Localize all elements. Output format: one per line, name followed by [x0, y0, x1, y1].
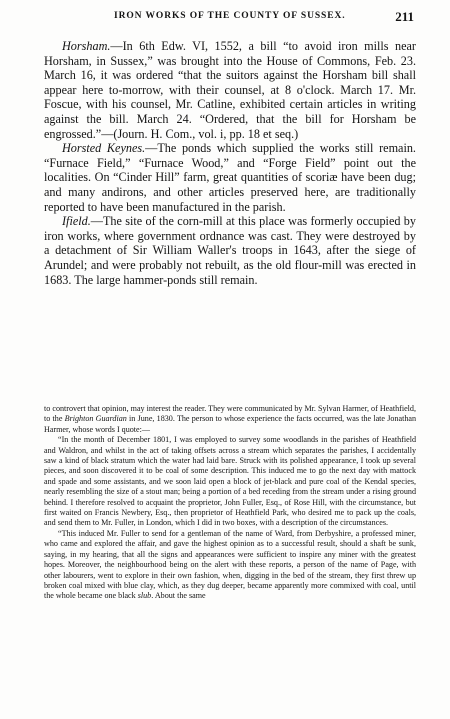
place-name-ifield: Ifield.	[62, 214, 91, 229]
paragraph-text-horsham: —In 6th Edw. VI, 1552, a bill “to avoid iron mills near Horsham, in Sussex,” was brought into the House of Commons, Feb. 23. March 16, it was ordered “that the suitors against the Horsham bill shall appear here to-morrow, with their counsel, at 8 o'clock. March 17. Mr. Foscue, with his counsel, Mr. Catline, exhibited certain articles in writing against the bill. March 24. “Ordered, that the bill for Horsham be engrossed.”—(Journ. H. Com., vol. i, pp. 18 et seq.)	[44, 39, 416, 141]
paragraph-horsham	[44, 39, 416, 141]
running-head	[44, 11, 414, 27]
newspaper-title: Brighton Guardian	[64, 414, 127, 424]
term-slub: slub	[137, 591, 152, 601]
running-title: IRON WORKS OF THE COUNTY OF SUSSEX.	[114, 11, 346, 21]
main-text	[44, 39, 416, 287]
page-number: 211	[395, 9, 414, 24]
place-name-horsham: Horsham.	[62, 39, 111, 53]
footnote-quote-2	[44, 529, 416, 602]
footnote-quote-2-text-a: “This induced Mr. Fuller to send for a gentleman of the name of Ward, from Derbyshire, a professed miner, who came and explored the affair, and gave the highest opinion as to a successful result, should a shaft be sunk, saying, in my hearing, that all the signs and appearances were sufficient to inspire any miner with the greatest hopes. Moreover, the neighbourhood being on the alert with these reports, a person of the name of Page, with other labourers, went to explore in their own fashion, when, digging in the bed of the stream, they first threw up broken coal mixed with blue clay, which, as they dug deeper, became apparently more commixed with coal, until the whole became one black	[44, 528, 416, 601]
footnote-intro	[44, 404, 416, 435]
paragraph-text-horsted-keynes: —The ponds which supplied the works still remain. “Furnace Field,” “Furnace Wood,” and “Forge Field” point out the localities. On “Cinder Hill” farm, great quantities of scoriæ have been dug; and many andirons, and other articles preserved here, are traditionally reported to have been manufactured in the parish.	[44, 141, 416, 214]
paragraph-text-ifield: —The site of the corn-mill at this place was formerly occupied by iron works, where government ordnance was cast. They were destroyed by a detachment of Sir William Waller's troops in 1643, after the siege of Arundel; and were probably not rebuilt, as the old flour-mill was erected in 1683. The large hammer-ponds still remain.	[44, 214, 416, 287]
footnote-quote-1: “In the month of December 1801, I was employed to survey some woodlands in the parishes of Heathfield and Waldron, and whilst in the act of taking offsets across a stream which separates the parishes, I accidentally saw a kind of black stratum which the water had laid bare. Struck with its polished appearance, I took up several pieces, and soon discovered it to be coal of some description. This induced me to go the next day with mattock and spade and some assistants, and we soon laid open a block of jet-black and pure coal of the Kendal species, nearly resembling the size of a stout man; being a portion of a bed receding from the stream under a rising ground behind. I therefore resolved to acquaint the proprietor, John Fuller, Esq., of Rose Hill, with the circumstance, but first waited on Francis Newbery, Esq., then proprietor of Heathfield Park, who desired me to pack up the coals, and send them to Mr. Fuller, in London, which I did in two boxes, with a description of the circumstances.	[44, 435, 416, 528]
footnote-intro-text-b: in June, 1830. The person to whose experience the facts occurred, was the late Jonathan Harmer, whose words I quote:—	[44, 414, 417, 434]
footnote-block	[44, 404, 416, 602]
paragraph-ifield	[44, 214, 416, 287]
place-name-horsted-keynes: Horsted Keynes.	[62, 141, 146, 156]
footnote-quote-2-text-b: . About the same	[151, 591, 206, 601]
footnote-intro-text-a: to controvert that opinion, may interest the reader. They were communicated by Mr. Sylvan Harmer, of Heathfield, to the	[44, 404, 416, 424]
paragraph-horsted-keynes	[44, 141, 416, 214]
